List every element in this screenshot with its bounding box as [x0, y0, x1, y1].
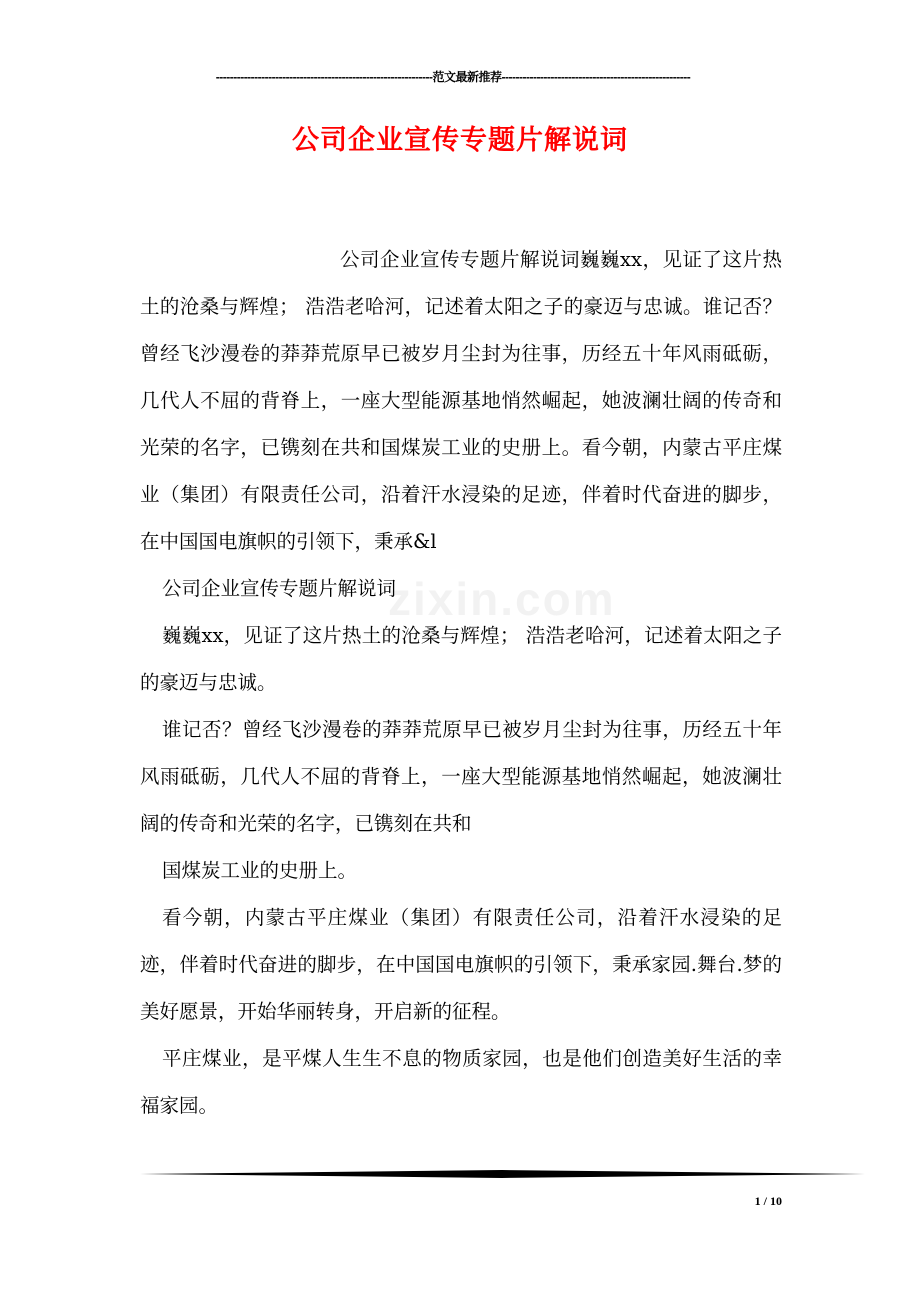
document-body — [140, 236, 782, 1129]
page-header-rule: --------------------------------------------------------------范文最新推荐------------------------------------------------------ — [215, 70, 691, 84]
body-paragraph: 国煤炭工业的史册上。 — [162, 859, 358, 882]
body-paragraph: 看今朝，内蒙古平庄煤业（集团）有限责任公司，沿着汗水浸染的足迹，伴着时代奋进的脚步，在中国国电旗帜的引领下，秉承家园.舞台.梦的美好愿景，开始华丽转身，开启新的征程。 — [140, 906, 782, 1023]
summary-paragraph: 公司企业宣传专题片解说词巍巍xx，见证了这片热土的沧桑与辉煌； 浩浩老哈河，记述着太阳之子的豪迈与忠诚。谁记否？曾经飞沙漫卷的莽莽荒原早已被岁月尘封为往事，历经五十年风雨砥砺，几代人不屈的背脊上，一座大型能源基地悄然崛起，她波澜壮阔的传奇和光荣的名字，已镌刻在共和国煤炭工业的史册上。看今朝，内蒙古平庄煤业（集团）有限责任公司，沿着汗水浸染的足迹，伴着时代奋进的脚步，在中国国电旗帜的引领下，秉承&l — [140, 248, 782, 553]
document-title: 公司企业宣传专题片解说词 — [292, 125, 628, 156]
watermark: zixin.com — [388, 573, 616, 625]
subtitle-paragraph: 公司企业宣传专题片解说词 — [162, 577, 397, 600]
body-paragraph: 平庄煤业，是平煤人生生不息的物质家园，也是他们创造美好生活的幸福家园。 — [140, 1047, 782, 1117]
page-number: 1 / 10 — [754, 1194, 782, 1208]
body-paragraph: 谁记否？曾经飞沙漫卷的莽莽荒原早已被岁月尘封为往事，历经五十年风雨砥砺，几代人不屈的背脊上，一座大型能源基地悄然崛起，她波澜壮阔的传奇和光荣的名字，已镌刻在共和 — [140, 718, 782, 835]
body-paragraph: 巍巍xx，见证了这片热土的沧桑与辉煌； 浩浩老哈河，记述着太阳之子的豪迈与忠诚。 — [140, 624, 782, 694]
footer-rule — [140, 1170, 865, 1178]
